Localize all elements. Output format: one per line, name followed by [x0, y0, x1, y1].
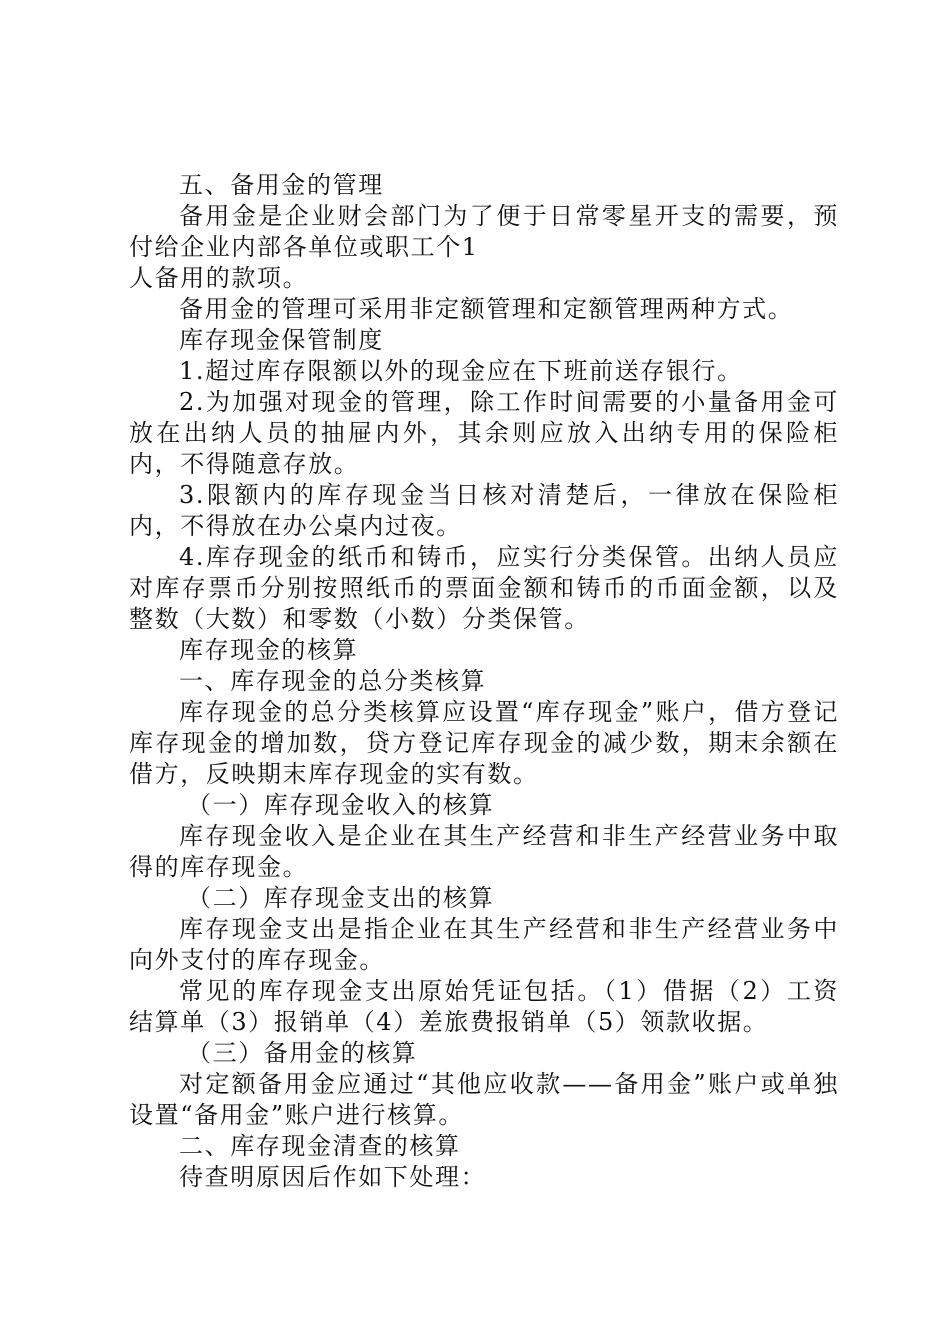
- body-paragraph: 备用金的管理可采用非定额管理和定额管理两种方式。: [179, 295, 794, 323]
- subsection-heading: （三）备用金的核算: [187, 1039, 418, 1067]
- list-item: 4.库存现金的纸币和铸币，应实行分类保管。出纳人员应对库存票币分别按照纸币的票面金额和铸币的币面金额，以及整数（大数）和零数（小数）分类保管。: [129, 543, 839, 633]
- section-heading: 库存现金保管制度: [179, 326, 384, 354]
- body-paragraph: 待查明原因后作如下处理：: [179, 1163, 487, 1191]
- section-heading: 一、库存现金的总分类核算: [179, 667, 487, 695]
- section-heading: 五、备用金的管理: [179, 171, 384, 199]
- list-item: 3.限额内的库存现金当日核对清楚后，一律放在保险柜内，不得放在办公桌内过夜。: [129, 481, 839, 540]
- body-paragraph: 备用金是企业财会部门为了便于日常零星开支的需要，预付给企业内部各单位或职工个1: [129, 202, 839, 261]
- list-item: 2.为加强对现金的管理，除工作时间需要的小量备用金可放在出纳人员的抽屉内外，其余则应放入出纳专用的保险柜内，不得随意存放。: [129, 388, 839, 478]
- section-heading: 库存现金的核算: [179, 636, 359, 664]
- section-heading: 二、库存现金清查的核算: [179, 1132, 461, 1160]
- body-paragraph: 对定额备用金应通过“其他应收款——备用金”账户或单独设置“备用金”账户进行核算。: [129, 1070, 839, 1129]
- subsection-heading: （一）库存现金收入的核算: [187, 791, 495, 819]
- body-paragraph: 库存现金支出是指企业在其生产经营和非生产经营业务中向外支付的库存现金。: [129, 915, 839, 974]
- subsection-heading: （二）库存现金支出的核算: [187, 884, 495, 912]
- list-item: 1.超过库存限额以外的现金应在下班前送存银行。: [179, 357, 743, 385]
- body-paragraph: 库存现金收入是企业在其生产经营和非生产经营业务中取得的库存现金。: [129, 822, 839, 881]
- body-paragraph: 库存现金的总分类核算应设置“库存现金”账户，借方登记库存现金的增加数，贷方登记库存现金的减少数，期末余额在借方，反映期末库存现金的实有数。: [129, 698, 839, 788]
- document-body: [129, 170, 839, 1193]
- body-paragraph: 常见的库存现金支出原始凭证包括。（1）借据（2）工资结算单（3）报销单（4）差旅费报销单（5）领款收据。: [129, 977, 839, 1036]
- body-paragraph: 人备用的款项。: [129, 264, 309, 292]
